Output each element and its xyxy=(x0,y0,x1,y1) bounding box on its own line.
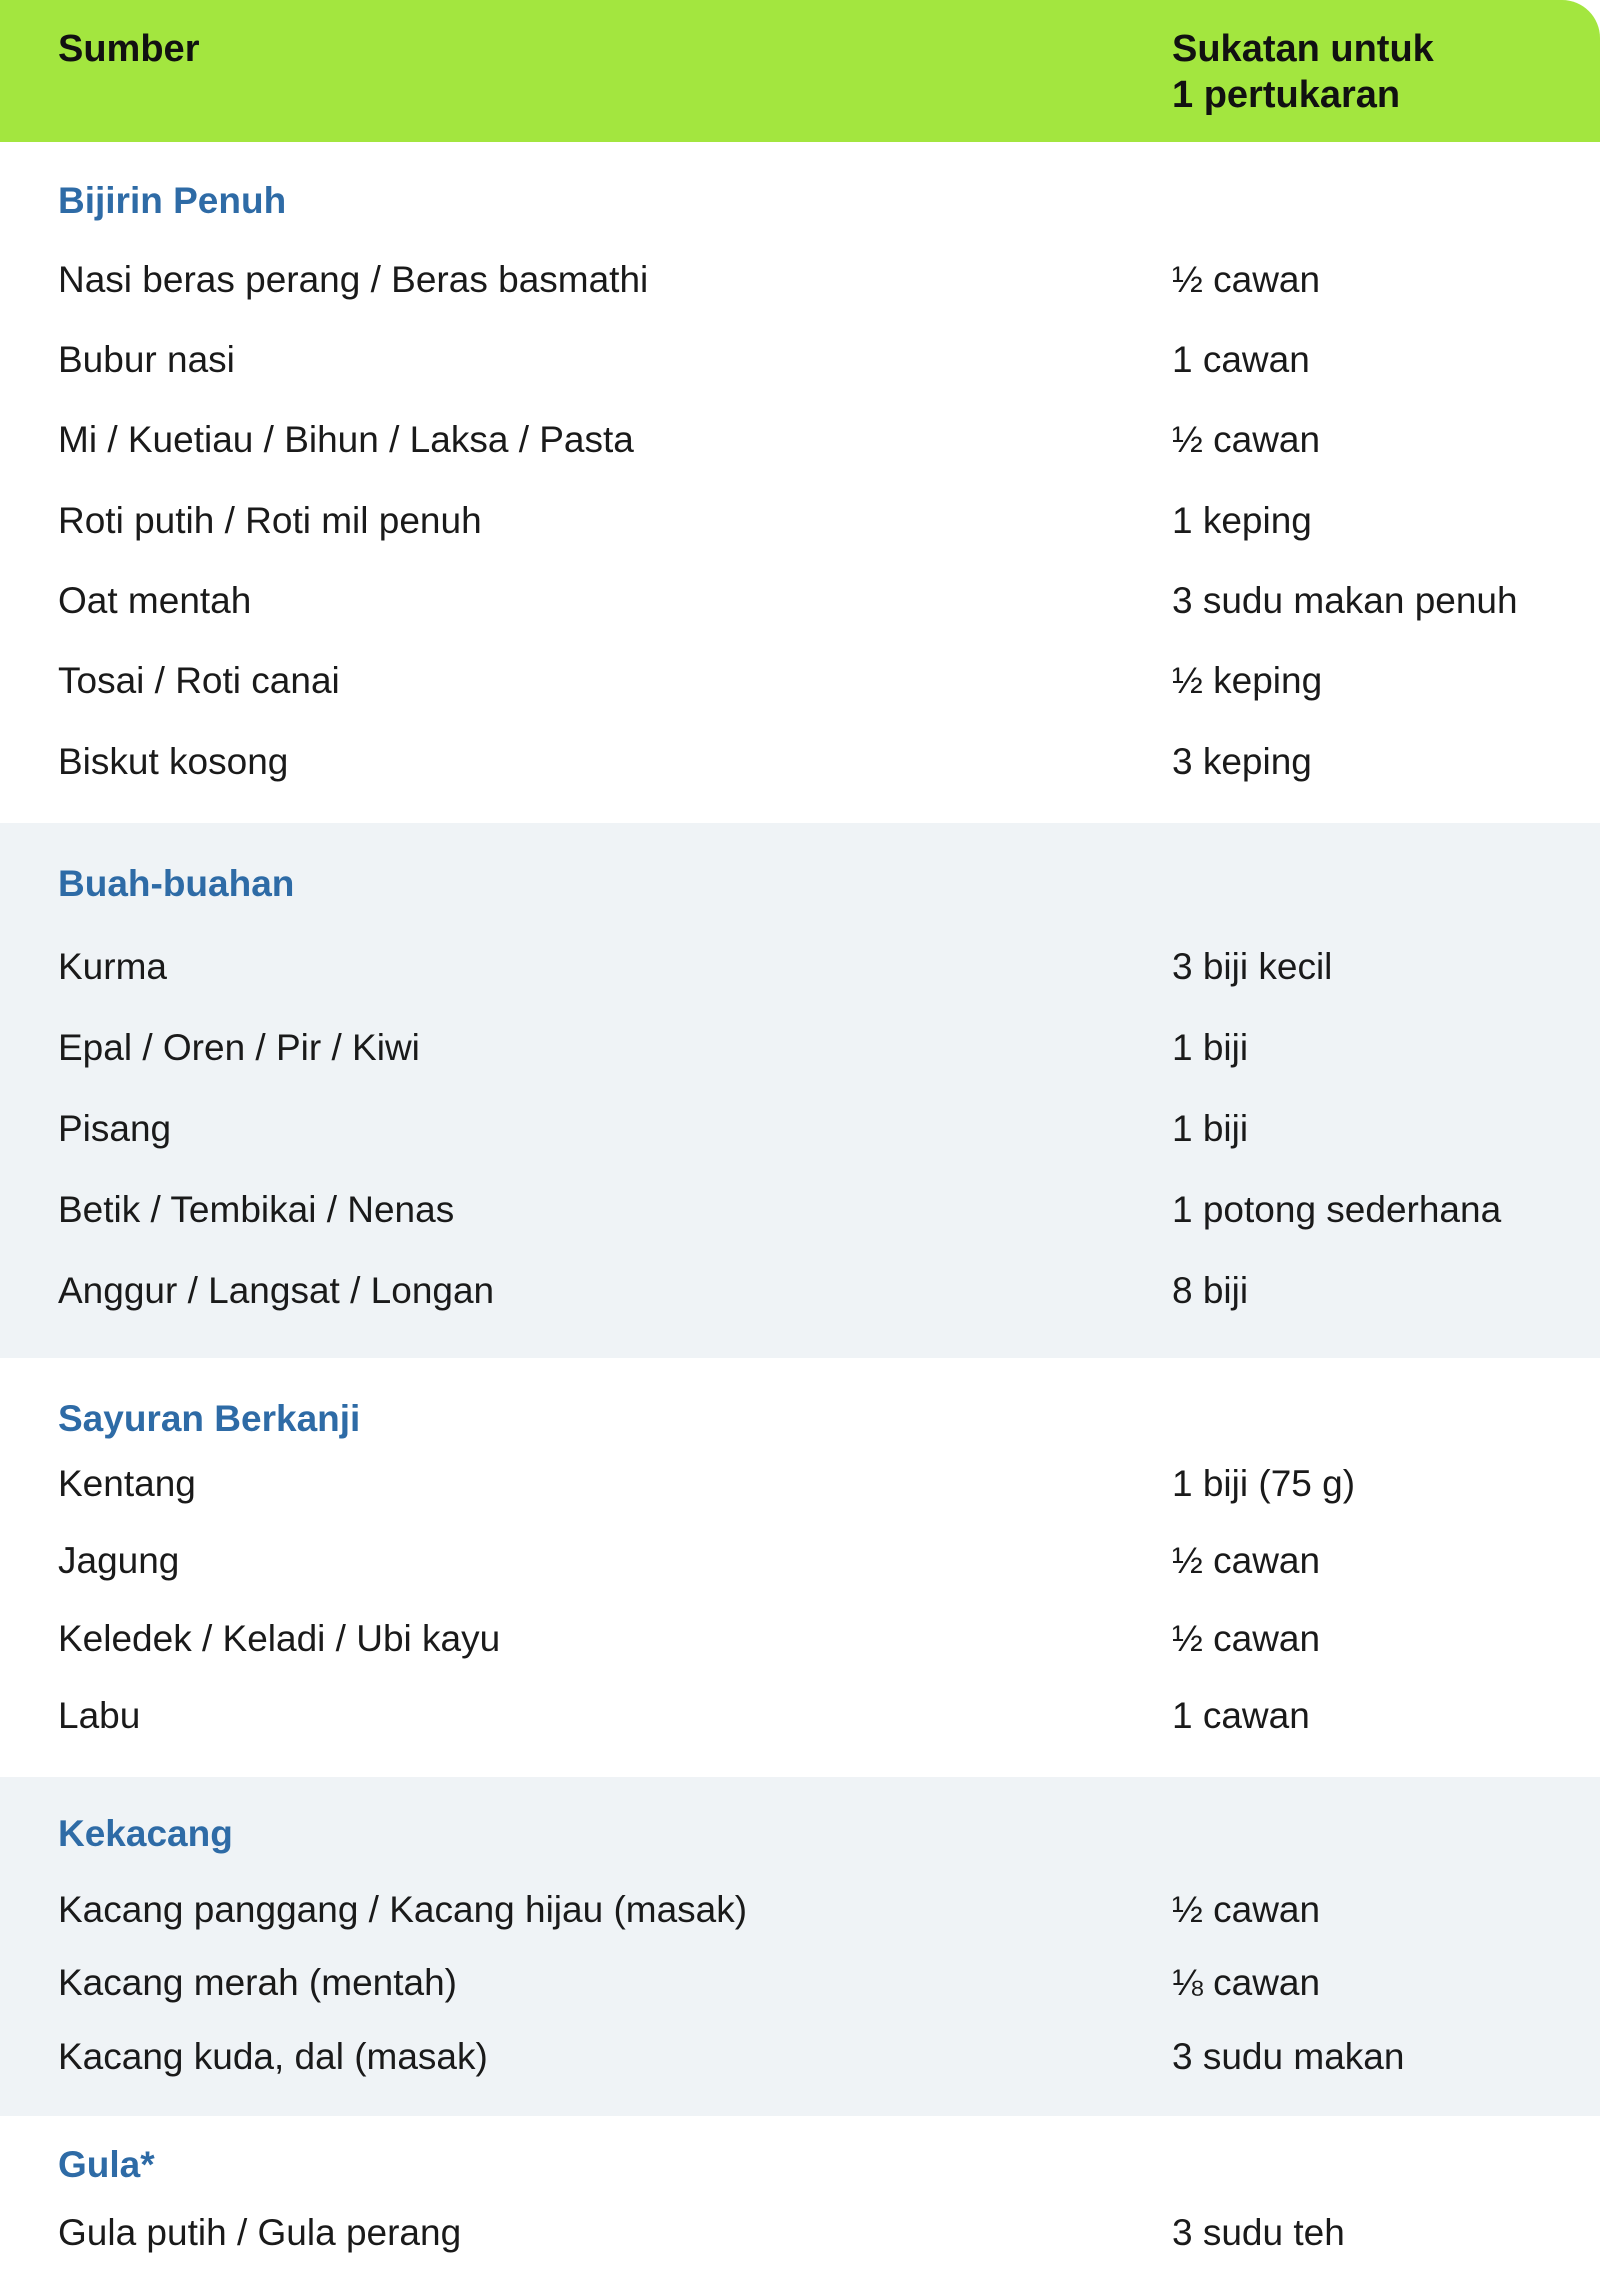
row-measure: 3 sudu makan penuh xyxy=(1172,580,1518,621)
row-source: Mi / Kuetiau / Bihun / Laksa / Pasta xyxy=(58,419,634,460)
table-row xyxy=(0,255,1600,305)
row-source: Epal / Oren / Pir / Kiwi xyxy=(58,1027,420,1068)
row-source: Keledek / Keladi / Ubi kayu xyxy=(58,1618,501,1659)
table-row xyxy=(0,2208,1600,2258)
row-source: Kacang kuda, dal (masak) xyxy=(58,2036,488,2077)
header-source: Sumber xyxy=(58,28,200,70)
header-measure xyxy=(1172,26,1552,118)
section-title: Gula* xyxy=(58,2144,155,2185)
row-measure: 1 biji (75 g) xyxy=(1172,1463,1356,1504)
row-source: Oat mentah xyxy=(58,580,252,621)
row-measure: ½ cawan xyxy=(1172,1540,1321,1581)
row-measure: 3 biji kecil xyxy=(1172,946,1333,987)
table-row xyxy=(0,1266,1600,1316)
row-source: Tosai / Roti canai xyxy=(58,660,340,701)
table-row xyxy=(0,1536,1600,1586)
section-title: Sayuran Berkanji xyxy=(58,1398,361,1439)
section-sayuran-berkanji xyxy=(0,1358,1600,1777)
row-source: Jagung xyxy=(58,1540,180,1581)
row-measure: 1 cawan xyxy=(1172,1695,1310,1736)
table-row xyxy=(0,1459,1600,1509)
row-measure: 1 biji xyxy=(1172,1027,1249,1068)
row-measure: ½ cawan xyxy=(1172,1618,1321,1659)
table-row xyxy=(0,1958,1600,2008)
row-source: Roti putih / Roti mil penuh xyxy=(58,500,482,541)
row-source: Gula putih / Gula perang xyxy=(58,2212,462,2253)
row-source: Anggur / Langsat / Longan xyxy=(58,1270,495,1311)
row-measure: 1 cawan xyxy=(1172,339,1310,380)
section-title: Buah-buahan xyxy=(58,863,295,904)
row-measure: 1 potong sederhana xyxy=(1172,1189,1502,1230)
table-row xyxy=(0,737,1600,787)
table-row xyxy=(0,1023,1600,1073)
table-row xyxy=(0,335,1600,385)
section-bijirin-penuh xyxy=(0,142,1600,823)
row-measure: ½ keping xyxy=(1172,660,1323,701)
row-measure: 3 sudu teh xyxy=(1172,2212,1345,2253)
section-title: Kekacang xyxy=(58,1813,233,1854)
row-measure: 3 keping xyxy=(1172,741,1312,782)
table-row xyxy=(0,1614,1600,1664)
header-measure-line2: 1 pertukaran xyxy=(1172,74,1401,116)
row-source: Kurma xyxy=(58,946,167,987)
table-row xyxy=(0,1185,1600,1235)
row-measure: 3 sudu makan xyxy=(1172,2036,1405,2077)
row-source: Pisang xyxy=(58,1108,172,1149)
row-source: Bubur nasi xyxy=(58,339,235,380)
row-measure: ⅛ cawan xyxy=(1172,1962,1321,2003)
section-title: Bijirin Penuh xyxy=(58,180,287,221)
section-gula xyxy=(0,2116,1600,2290)
row-measure: ½ cawan xyxy=(1172,419,1321,460)
row-measure: ½ cawan xyxy=(1172,1889,1321,1930)
row-source: Betik / Tembikai / Nenas xyxy=(58,1189,455,1230)
table-row xyxy=(0,1104,1600,1154)
row-source: Kentang xyxy=(58,1463,196,1504)
section-buah-buahan xyxy=(0,823,1600,1358)
table-row xyxy=(0,496,1600,546)
row-measure: 1 keping xyxy=(1172,500,1312,541)
table-header xyxy=(0,0,1600,142)
header-measure-line1: Sukatan untuk xyxy=(1172,28,1434,70)
table-row xyxy=(0,415,1600,465)
table-row xyxy=(0,576,1600,626)
row-measure: 1 biji xyxy=(1172,1108,1249,1149)
row-source: Kacang merah (mentah) xyxy=(58,1962,457,2003)
row-source: Nasi beras perang / Beras basmathi xyxy=(58,259,649,300)
table-row xyxy=(0,1691,1600,1741)
table-row xyxy=(0,1885,1600,1935)
row-source: Kacang panggang / Kacang hijau (masak) xyxy=(58,1889,748,1930)
row-measure: ½ cawan xyxy=(1172,259,1321,300)
row-measure: 8 biji xyxy=(1172,1270,1249,1311)
row-source: Biskut kosong xyxy=(58,741,289,782)
row-source: Labu xyxy=(58,1695,141,1736)
table-row xyxy=(0,942,1600,992)
section-kekacang xyxy=(0,1777,1600,2116)
table-row xyxy=(0,656,1600,706)
table-row xyxy=(0,2032,1600,2082)
